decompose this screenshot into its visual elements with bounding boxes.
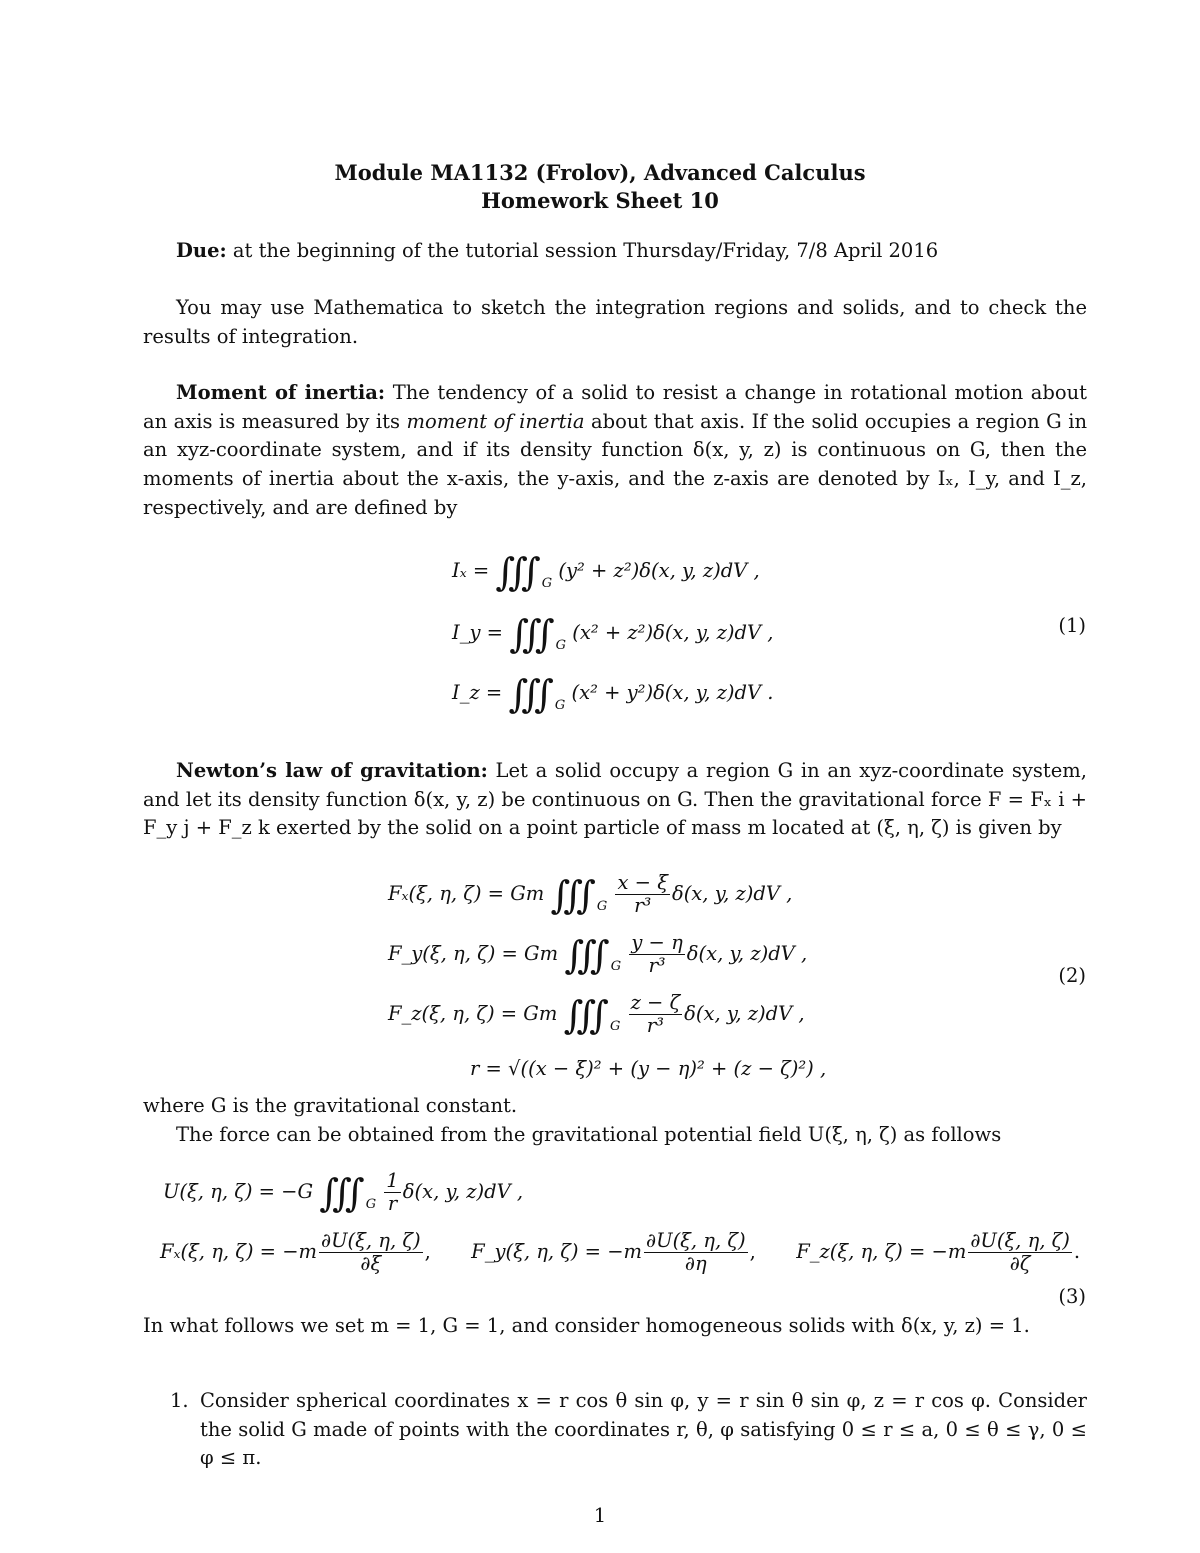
due-text: at the beginning of the tutorial session Thursday/Friday, 7/8 April 2016 [232,239,939,262]
newton-paragraph [143,757,1087,843]
page-number: 1 [593,1504,607,1527]
potential-intro: The force can be obtained from the gravitational potential field U(ξ, η, ζ) as follows [176,1123,1002,1146]
moment-heading: Moment of inertia: [176,381,386,404]
moment-text-b: about that axis. If the solid occupies a region G in an xyz-coordinate system, and if its density function δ(x, y, z) is continuous on G, then the moments of inertia about the x-axis, the y-axis, and the z-axis are denoted by Iₓ, I_y, and I_z, respectively, and are defined by [143,409,1088,519]
equation-iy: I_y = ∫∫∫ $_G$ (x² + z²)δ(x, y, z)dV , [452,612,774,656]
newton-heading: Newton’s law of gravitation: [176,759,488,782]
moment-text-a: The tendency of a solid to resist a change in rotational motion about an axis is measured by its [143,381,1087,433]
due-label: Due: [176,239,227,262]
title-line-2: Homework Sheet 10 [481,188,719,213]
assumptions-line: In what follows we set m = 1, G = 1, and consider homogeneous solids with δ(x, y, z) = 1. [143,1314,1030,1337]
equation-number-2: (2) [1058,964,1086,987]
equation-iz: I_z = ∫∫∫ $_G$ (x² + y²)δ(x, y, z)dV . [452,672,774,716]
moment-paragraph [143,379,1087,523]
equation-fx: Fₓ(ξ, η, ζ) = Gm ∫∫∫ $_G$ $\frac{x - \xi}{\text{r³}}$ δ(x, y, z)dV , [388,871,793,917]
triple-integral-symbol: ∫∫∫ [508,672,547,716]
equation-r-definition: r = √((x − ξ)² + (y − η)² + (z − ζ)²) , [470,1057,827,1080]
equation-fy: F_y(ξ, η, ζ) = Gm ∫∫∫ $_G$ $\frac{y - \eta}{\text{r³}}$ δ(x, y, z)dV , [388,931,808,977]
equation-potential-u: U(ξ, η, ζ) = −G ∫∫∫ $_G$ $\frac{1}{r}$ δ(x, y, z)dV , [163,1169,524,1215]
problem-number: 1. [170,1389,189,1412]
equation-number-1: (1) [1058,614,1086,637]
newton-text: Let a solid occupy a region G in an xyz-coordinate system, and let its density function δ(x, y, z) be continuous on G. Then the gravitational force F = Fₓ i + F_y j + F_z k exerted by the solid on a point particle of mass m located at (ξ, η, ζ) is given by [143,759,1087,840]
equation-ix: Iₓ = ∫∫∫ $_G$ (y² + z²)δ(x, y, z)dV , [452,550,760,594]
title-line-1: Module MA1132 (Frolov), Advanced Calculus [334,160,866,185]
gravitational-constant-line: where G is the gravitational constant. [143,1094,518,1117]
equation-number-3: (3) [1058,1285,1086,1308]
triple-integral-symbol: ∫∫∫ [509,612,548,656]
triple-integral-symbol: ∫∫∫ [495,550,534,594]
intro-paragraph [143,294,1087,351]
equation-fz: F_z(ξ, η, ζ) = Gm ∫∫∫ $_G$ $\frac{z - \zeta}{\text{r³}}$ δ(x, y, z)dV , [388,991,805,1037]
due-paragraph [143,237,1087,266]
equation-force-gradients: Fₓ(ξ, η, ζ) = −m $\frac{\partial U(\xi, \eta, \zeta)}{\partial\xi}$ , F_y(ξ, η, ζ) = −m $\frac{\partial U(\xi, \eta, \zeta)}{\partial\eta}$ , F_z(ξ, η, ζ) = −m $\frac{\partial U(\xi, \eta, \zeta)}{\partial\zeta}$ . [160,1229,1081,1275]
intro-text: You may use Mathematica to sketch the integration regions and solids, and to check the results of integration. [143,296,1087,348]
problem-1 [170,1387,1087,1473]
problem-text: Consider spherical coordinates x = r cos θ sin φ, y = r sin θ sin φ, z = r cos φ. Consider the solid G made of points with the coordinates r, θ, φ satisfying 0 ≤ r ≤ a, 0 ≤ θ ≤ γ, 0 ≤ φ ≤ π. [200,1389,1087,1470]
moment-emphasis: moment of inertia [406,409,585,433]
